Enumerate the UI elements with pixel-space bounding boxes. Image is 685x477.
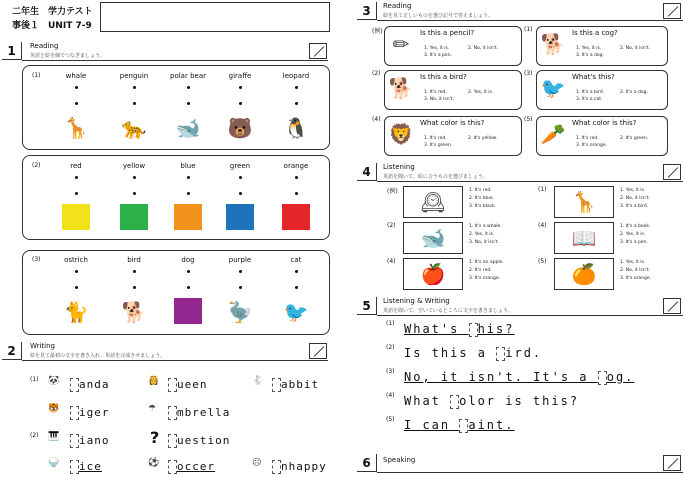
match-word: cat — [290, 256, 302, 264]
letter-blank[interactable] — [469, 323, 478, 337]
answer-option[interactable]: 3. No, it isn't. — [424, 97, 455, 102]
connect-dot[interactable] — [133, 176, 136, 179]
color-swatch — [282, 204, 310, 230]
answer-option[interactable]: 2. It's a dog. — [620, 90, 648, 95]
score-box[interactable] — [309, 43, 327, 59]
connect-dot[interactable] — [75, 192, 78, 195]
connect-dot[interactable] — [187, 286, 190, 289]
letter-blank[interactable] — [70, 434, 79, 448]
section-title: Writing — [30, 342, 55, 350]
item-picture-icon: 🐕 — [388, 76, 414, 100]
connect-dot[interactable] — [187, 102, 190, 105]
section-title: Listening & Writing — [383, 297, 450, 305]
polar-bear-icon: 🐻 — [227, 116, 253, 140]
sentence-line — [404, 322, 514, 337]
connect-dot[interactable] — [239, 102, 242, 105]
word-stem: iger — [79, 406, 110, 419]
connect-dot[interactable] — [133, 102, 136, 105]
item-label: (4) — [372, 116, 381, 123]
section-title: Reading — [383, 2, 412, 10]
score-box[interactable] — [663, 455, 681, 471]
score-box[interactable] — [663, 298, 681, 314]
word-stem: ice — [79, 460, 102, 473]
item-picture-icon: ✏ — [392, 32, 410, 56]
section-instruction: 絵を見て正しいものを選び記号で答えましょう。 — [383, 13, 494, 19]
answer-option[interactable]: 3. It's a dog. — [576, 53, 604, 58]
letter-blank[interactable] — [459, 419, 468, 433]
answer-option[interactable]: 1. It's red. — [576, 136, 599, 141]
item-label: (1) — [524, 26, 533, 33]
rabbit-icon: 🐇 — [252, 376, 264, 386]
connect-dot[interactable] — [75, 102, 78, 105]
match-word: bird — [127, 256, 141, 264]
item-label: (2) — [372, 70, 381, 77]
tiger-icon: 🐯 — [48, 404, 60, 414]
answer-option[interactable]: 2. It's red. — [469, 268, 492, 273]
connect-dot[interactable] — [75, 270, 78, 273]
answer-option[interactable]: 2. No, it isn't. — [620, 268, 651, 273]
score-box[interactable] — [309, 343, 327, 359]
connect-dot[interactable] — [239, 270, 242, 273]
item-picture-icon: 🦒 — [571, 190, 597, 214]
connect-dot[interactable] — [239, 192, 242, 195]
connect-dot[interactable] — [75, 286, 78, 289]
answer-option[interactable]: 3. No, it isn't. — [469, 240, 500, 245]
section-title: Listening — [383, 163, 415, 171]
question-text: What color is this? — [420, 119, 485, 127]
letter-blank[interactable] — [70, 460, 79, 474]
sentence-line — [404, 418, 514, 433]
ostrich-icon: 🦤 — [227, 300, 253, 324]
sentence-start: No, it isn't. It's a — [404, 370, 598, 384]
item-label: (3) — [524, 70, 533, 77]
answer-option[interactable]: 3. It's orange. — [620, 276, 652, 281]
section-rule — [377, 20, 683, 21]
item-picture-icon: 🦁 — [388, 122, 414, 146]
soccer-icon: ⚽ — [148, 458, 160, 468]
match-word: red — [70, 162, 82, 170]
word-stem: mbrella — [177, 406, 231, 419]
connect-dot[interactable] — [295, 102, 298, 105]
item-label: (1) — [386, 320, 395, 327]
letter-blank[interactable] — [70, 406, 79, 420]
connect-dot[interactable] — [239, 286, 242, 289]
match-word: dog — [181, 256, 195, 264]
cat-icon: 🐈 — [63, 300, 89, 324]
item-picture-icon: 📖 — [571, 226, 597, 250]
letter-blank[interactable] — [168, 378, 177, 392]
giraffe-icon: 🦒 — [63, 116, 89, 140]
word-stem: abbit — [281, 378, 320, 391]
answer-option[interactable]: 3. It's a bird. — [620, 204, 649, 209]
question-text: What color is this? — [572, 119, 637, 127]
answer-option[interactable]: 1. It's red. — [424, 136, 447, 141]
answer-option[interactable]: 3. It's black. — [469, 204, 497, 209]
section-number: 5 — [357, 297, 377, 315]
item-label: (2) — [387, 222, 396, 229]
connect-dot[interactable] — [133, 192, 136, 195]
dog-icon: 🐕 — [121, 300, 147, 324]
rice-icon: 🍚 — [48, 458, 60, 468]
answer-option[interactable]: 1. Yes, it is. — [620, 260, 646, 265]
section-rule — [22, 60, 328, 61]
item-label: (1) — [538, 186, 547, 193]
connect-dot[interactable] — [295, 286, 298, 289]
answer-option[interactable]: 3. It's orange. — [576, 143, 608, 148]
answer-option[interactable]: 1. Yes, it is. — [576, 46, 602, 51]
connect-dot[interactable] — [295, 176, 298, 179]
name-box[interactable] — [100, 2, 330, 32]
color-swatch — [174, 298, 202, 324]
connect-dot[interactable] — [187, 270, 190, 273]
letter-blank[interactable] — [272, 460, 281, 474]
section-instruction: 英語と絵を線でつなぎましょう。 — [30, 53, 106, 59]
item-label: (4) — [386, 392, 395, 399]
leopard-icon: 🐆 — [121, 116, 147, 140]
answer-option[interactable]: 2. No, it isn't. — [468, 46, 499, 51]
unhappy-face-icon: ☹ — [252, 458, 262, 468]
match-word: ostrich — [64, 256, 88, 264]
item-label: (3) — [386, 368, 395, 375]
connect-dot[interactable] — [133, 286, 136, 289]
connect-dot[interactable] — [295, 86, 298, 89]
bird-icon: 🐦 — [283, 300, 309, 324]
answer-option[interactable]: 2. Yes, it is. — [620, 232, 646, 237]
color-swatch — [120, 204, 148, 230]
connect-dot[interactable] — [133, 270, 136, 273]
answer-option[interactable]: 3. It's orange. — [469, 276, 501, 281]
sentence-end: aint. — [468, 418, 515, 432]
connect-dot[interactable] — [295, 270, 298, 273]
letter-blank[interactable] — [70, 378, 79, 392]
question-text: Is this a bird? — [420, 73, 467, 81]
answer-option[interactable]: 2. It's blue. — [469, 196, 494, 201]
item-label: (5) — [524, 116, 533, 123]
section-rule — [22, 360, 328, 361]
item-picture-icon: 🐕 — [540, 32, 566, 56]
umbrella-icon: ☂ — [148, 404, 157, 414]
word-stem: anda — [79, 378, 110, 391]
match-word: leopard — [282, 72, 310, 80]
match-word: polar bear — [170, 72, 206, 80]
item-label: (4) — [538, 222, 547, 229]
sentence-start: Is this a — [404, 346, 497, 360]
answer-option[interactable]: 3. It's a pen. — [620, 240, 648, 245]
item-picture-icon: 🐦 — [540, 76, 566, 100]
word-stem: nhappy — [281, 460, 327, 473]
panda-icon: 🐼 — [48, 376, 60, 386]
item-label: (2) — [386, 344, 395, 351]
section-number: 6 — [357, 454, 377, 472]
question-text: Is this a cog? — [572, 29, 618, 37]
example-label: (例) — [372, 28, 383, 35]
connect-dot[interactable] — [75, 176, 78, 179]
question-text: Is this a pencil? — [420, 29, 475, 37]
sentence-end: olor is this? — [459, 394, 580, 408]
section-title: Speaking — [383, 456, 416, 464]
section-instruction: 英語を聞いて、空いているところに文字を書きましょう。 — [383, 308, 513, 314]
match-word: yellow — [122, 162, 146, 170]
sentence-line — [404, 346, 542, 361]
answer-option[interactable]: 1. It's red. — [469, 188, 492, 193]
answer-option[interactable]: 1. Yes, it is. — [424, 46, 450, 51]
section-rule — [377, 472, 683, 473]
connect-dot[interactable] — [295, 192, 298, 195]
connect-dot[interactable] — [239, 86, 242, 89]
item-picture-icon: 🥕 — [540, 122, 566, 146]
match-word: orange — [283, 162, 309, 170]
letter-blank[interactable] — [450, 395, 459, 409]
sentence-start: What — [404, 394, 451, 408]
item-label: (例) — [387, 188, 398, 195]
sentence-line — [404, 370, 634, 385]
section-number: 1 — [2, 42, 22, 60]
question-text: What's this? — [572, 73, 615, 81]
score-box[interactable] — [663, 164, 681, 180]
connect-dot[interactable] — [187, 86, 190, 89]
item-label: (1) — [32, 72, 41, 79]
item-label: (3) — [32, 256, 41, 263]
item-picture-icon: 🐋 — [420, 226, 446, 250]
word-stem: ueen — [177, 378, 208, 391]
letter-blank[interactable] — [168, 406, 177, 420]
item-picture-icon: 🍎 — [420, 262, 446, 286]
match-word: purple — [228, 256, 252, 264]
answer-option[interactable]: 1. It's a book. — [620, 224, 651, 229]
answer-option[interactable]: 2. Yes, it is. — [468, 90, 494, 95]
section-rule — [377, 315, 683, 316]
item-label: (4) — [387, 258, 396, 265]
answer-option[interactable]: 2. No, it isn't. — [620, 46, 651, 51]
penguin-icon: 🐧 — [283, 116, 309, 140]
match-word: green — [229, 162, 251, 170]
item-picture-icon: 🍊 — [571, 262, 597, 286]
item-label: (1) — [30, 376, 39, 383]
connect-dot[interactable] — [239, 176, 242, 179]
sentence-start: What's — [404, 322, 469, 336]
item-label: (2) — [32, 162, 41, 169]
connect-dot[interactable] — [187, 192, 190, 195]
sentence-start: I can — [404, 418, 460, 432]
letter-blank[interactable] — [598, 371, 607, 385]
item-label: (5) — [538, 258, 547, 265]
section-title: Reading — [30, 42, 59, 50]
sentence-end: ird. — [505, 346, 543, 360]
question-mark-icon: ? — [150, 428, 160, 447]
answer-option[interactable]: 2. No, it isn't. — [620, 196, 651, 201]
answer-option[interactable]: 1. It's a whale. — [469, 224, 502, 229]
answer-option[interactable]: 2. It's green. — [620, 136, 649, 141]
color-swatch — [226, 204, 254, 230]
letter-blank[interactable] — [168, 434, 177, 448]
color-swatch — [174, 204, 202, 230]
match-word: blue — [180, 162, 196, 170]
section-rule — [377, 181, 683, 182]
answer-option[interactable]: 1. It's red. — [424, 90, 447, 95]
answer-option[interactable]: 2. It's yellow. — [468, 136, 498, 141]
word-stem: occer — [177, 460, 216, 473]
section-number: 4 — [357, 163, 377, 181]
score-box[interactable] — [663, 3, 681, 19]
answer-option[interactable]: 1. It's a bird. — [576, 90, 605, 95]
match-word: giraffe — [228, 72, 252, 80]
connect-dot[interactable] — [75, 86, 78, 89]
answer-option[interactable]: 3. It's a pen. — [424, 53, 452, 58]
connect-dot[interactable] — [187, 176, 190, 179]
answer-option[interactable]: 3. It's green. — [424, 143, 453, 148]
sentence-end: his? — [477, 322, 515, 336]
answer-option[interactable]: 2. Yes, it is. — [469, 232, 495, 237]
sentence-line — [404, 394, 579, 409]
item-label: (5) — [386, 416, 395, 423]
letter-blank[interactable] — [168, 460, 177, 474]
test-title: 二年生 学力テスト — [12, 7, 93, 17]
item-picture-icon: 🕰 — [420, 190, 446, 214]
connect-dot[interactable] — [133, 86, 136, 89]
piano-icon: 🎹 — [48, 432, 60, 442]
section-number: 3 — [357, 2, 377, 20]
queen-icon: 👸 — [148, 376, 160, 386]
letter-blank[interactable] — [496, 347, 505, 361]
match-word: penguin — [119, 72, 149, 80]
answer-option[interactable]: 1. Yes, it is. — [620, 188, 646, 193]
letter-blank[interactable] — [272, 378, 281, 392]
test-subtitle: 事後１ UNIT 7-9 — [12, 21, 92, 31]
sentence-end: og. — [606, 370, 635, 384]
section-instruction: 英語を聞いて、絵に合うものを選びましょう。 — [383, 174, 488, 180]
section-instruction: 絵を見て最初の文字を書き入れ、単語を完成させましょう。 — [30, 353, 166, 359]
word-stem: iano — [79, 434, 110, 447]
color-swatch — [62, 204, 90, 230]
match-word: whale — [65, 72, 87, 80]
word-stem: uestion — [177, 434, 231, 447]
answer-option[interactable]: 1. It's an apple. — [469, 260, 504, 265]
answer-option[interactable]: 3. It's a cat. — [576, 97, 603, 102]
item-label: (2) — [30, 432, 39, 439]
section-number: 2 — [2, 342, 22, 360]
whale-icon: 🐋 — [175, 116, 201, 140]
